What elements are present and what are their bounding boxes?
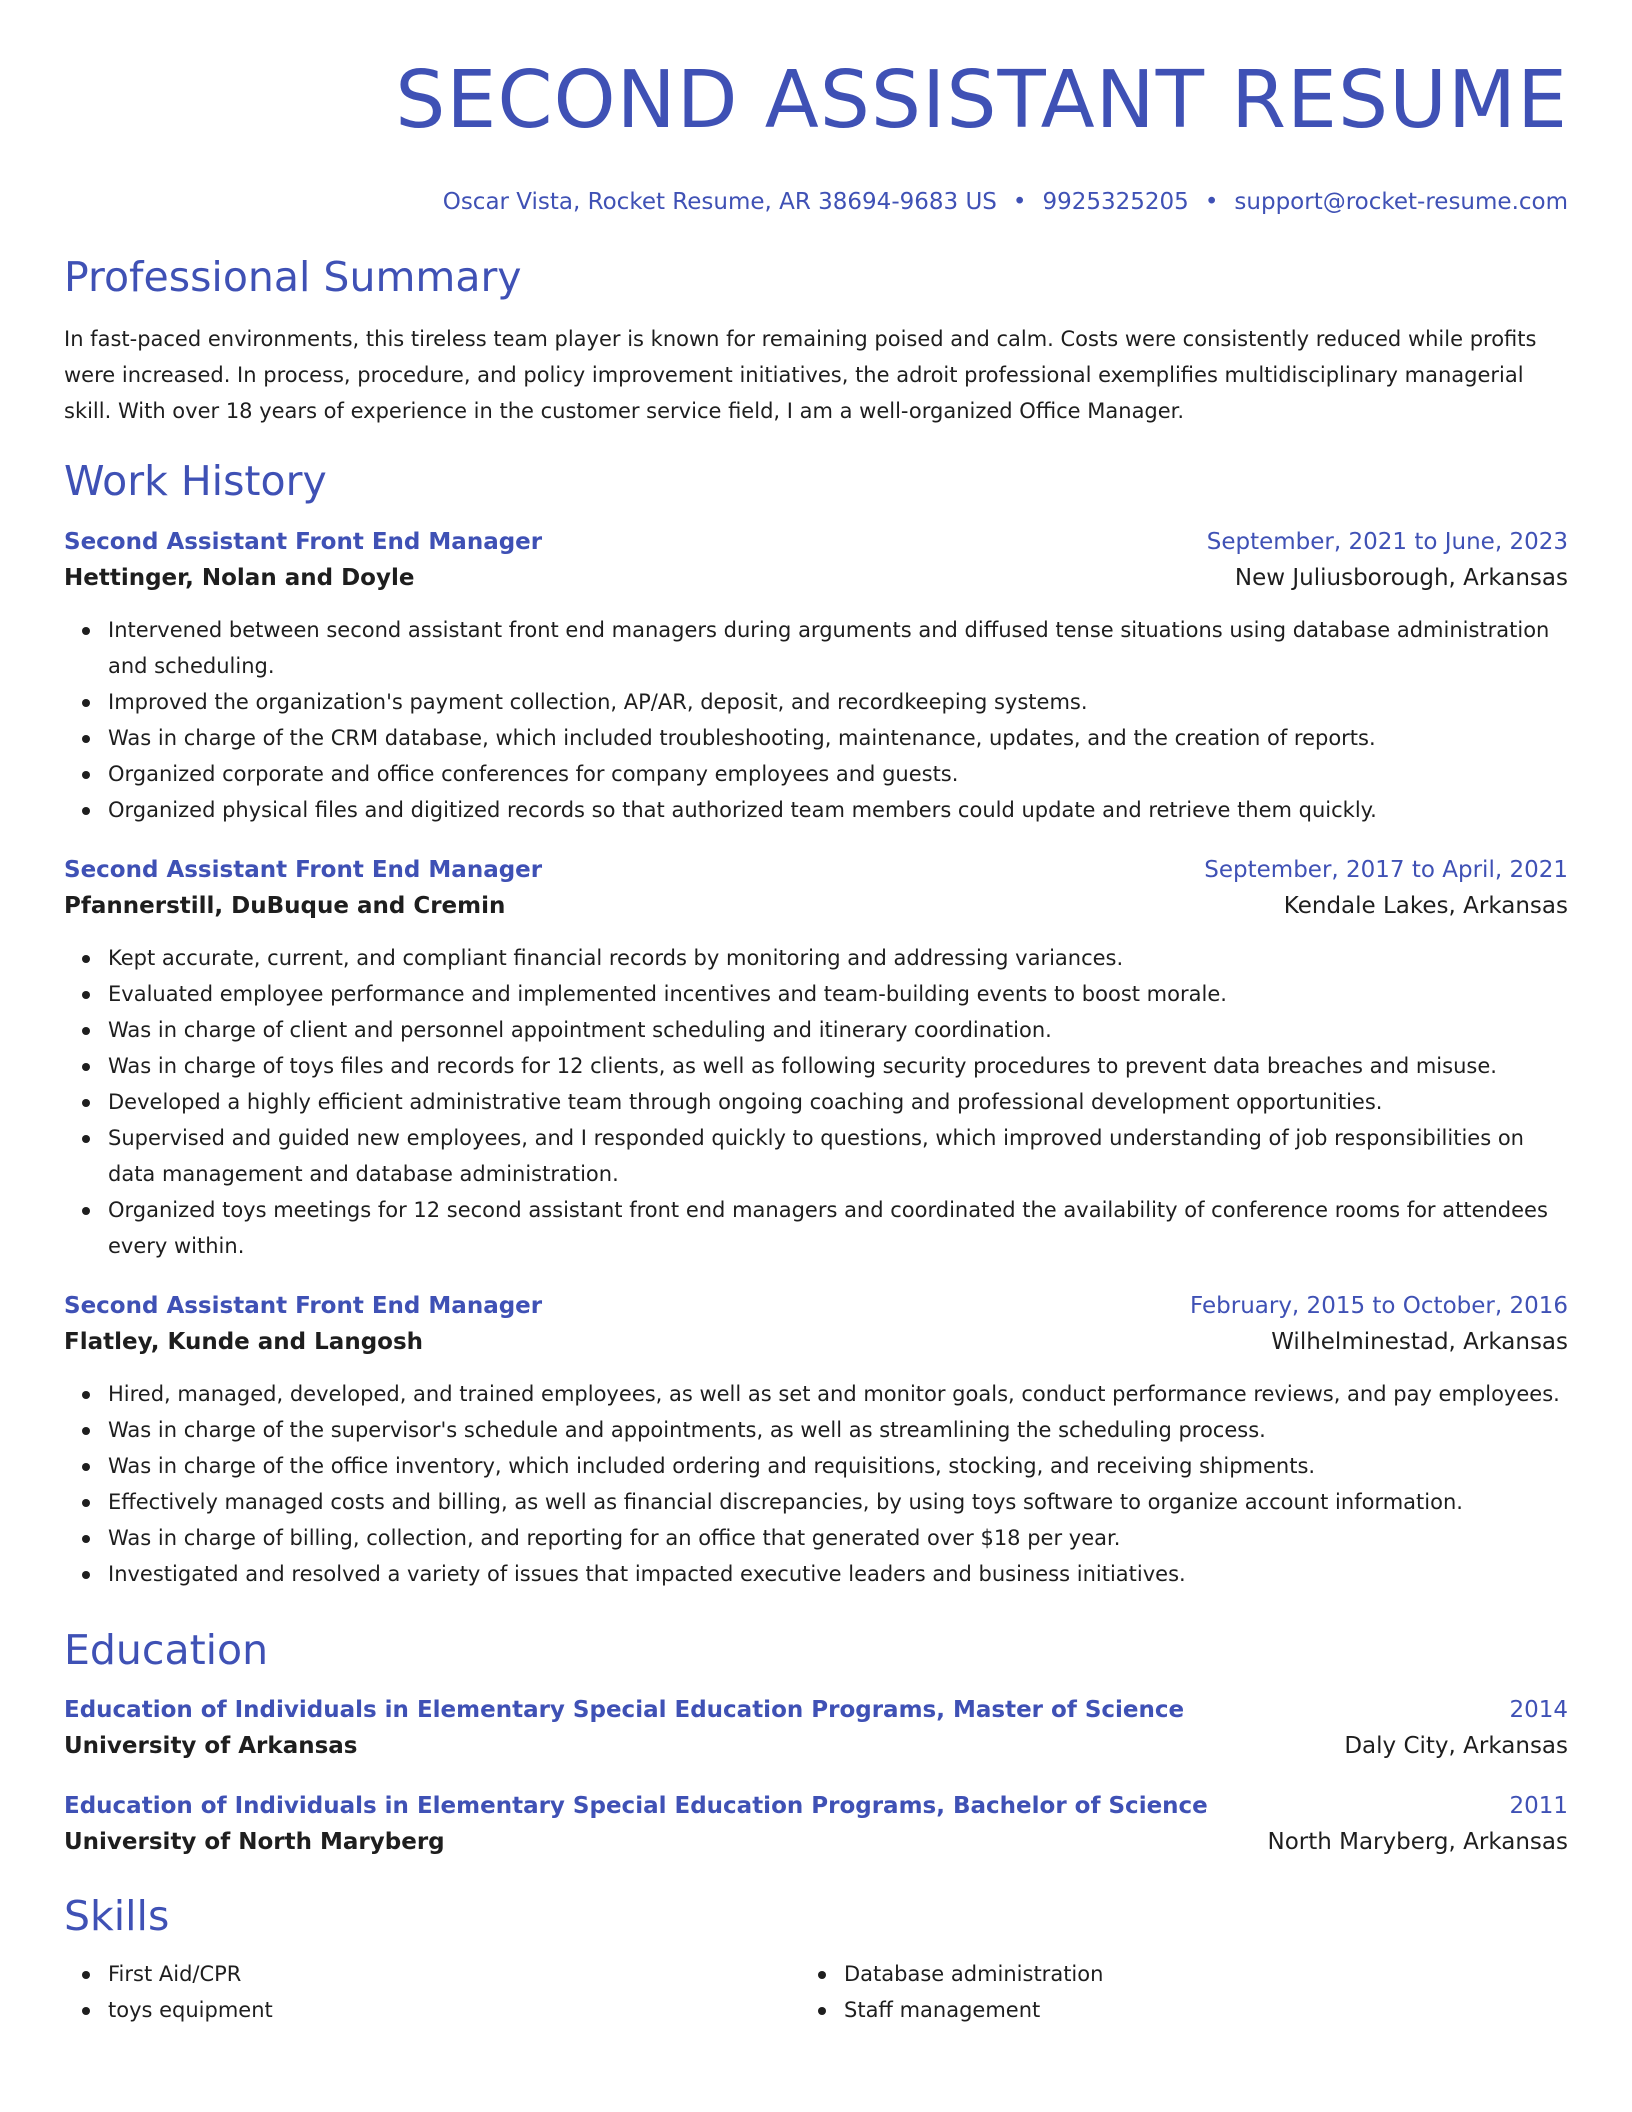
job-company: Flatley, Kunde and Langosh <box>64 1329 424 1355</box>
school-name: University of Arkansas <box>64 1733 358 1759</box>
degree-title: Education of Individuals in Elementary Special Education Programs, Master of Science <box>64 1697 1185 1723</box>
job-location: Wilhelminestad, Arkansas <box>1271 1329 1568 1355</box>
degree-year: 2014 <box>1509 1697 1568 1723</box>
contact-separator: • <box>1012 189 1027 215</box>
list-item: Organized toys meetings for 12 second assistant front end managers and coordinated the availability of conference rooms for attendees every within. <box>108 1192 1568 1264</box>
skills-column-left <box>64 1956 800 2028</box>
section-heading: Professional Summary <box>64 253 522 301</box>
list-item: Was in charge of the office inventory, which included ordering and requisitions, stocking, and receiving shipments. <box>108 1448 1568 1484</box>
job-location: Kendale Lakes, Arkansas <box>1283 893 1568 919</box>
list-item: Effectively managed costs and billing, as well as financial discrepancies, by using toys software to organize account information. <box>108 1484 1568 1520</box>
list-item: Investigated and resolved a variety of issues that impacted executive leaders and business initiatives. <box>108 1556 1568 1592</box>
list-item: Was in charge of the supervisor's schedule and appointments, as well as streamlining the scheduling process. <box>108 1412 1568 1448</box>
section-professional-summary <box>64 251 1568 429</box>
school-name: University of North Maryberg <box>64 1829 445 1855</box>
education-entry <box>64 1694 1568 1766</box>
section-work-history <box>64 455 1568 1592</box>
contact-separator: • <box>1204 189 1219 215</box>
section-heading: Education <box>64 1626 269 1674</box>
summary-text: In fast-paced environments, this tireless team player is known for remaining poised and calm. Costs were consistently reduced while profits were increased. In process, procedure, and policy improvement initiatives, the adroit professional exemplifies multidisciplinary managerial skill. With over 18 years of experience in the customer service field, I am a well-organized Office Manager. <box>64 327 1537 423</box>
job-bullets <box>64 940 1568 1264</box>
degree-title: Education of Individuals in Elementary Special Education Programs, Bachelor of Science <box>64 1793 1208 1819</box>
list-item: Supervised and guided new employees, and I responded quickly to questions, which improved understanding of job responsibilities on data management and database administration. <box>108 1120 1568 1192</box>
job-bullets <box>64 1376 1568 1592</box>
list-item: Was in charge of client and personnel appointment scheduling and itinerary coordination. <box>108 1012 1568 1048</box>
education-entry <box>64 1790 1568 1862</box>
skill-item: Database administration <box>844 1956 1536 1992</box>
list-item: Kept accurate, current, and compliant financial records by monitoring and addressing variances. <box>108 940 1568 976</box>
degree-year: 2011 <box>1509 1793 1568 1819</box>
job-dates: September, 2017 to April, 2021 <box>1204 857 1568 883</box>
contact-email[interactable]: support@rocket-resume.com <box>1234 189 1568 215</box>
job-title: Second Assistant Front End Manager <box>64 857 543 883</box>
list-item: Was in charge of toys files and records for 12 clients, as well as following security procedures to prevent data breaches and misuse. <box>108 1048 1568 1084</box>
section-education <box>64 1624 1568 1862</box>
resume-header <box>64 0 1568 217</box>
list-item: Hired, managed, developed, and trained employees, as well as set and monitor goals, conduct performance reviews, and pay employees. <box>108 1376 1568 1412</box>
contact-phone: 9925325205 <box>1042 189 1189 215</box>
contact-line <box>64 187 1568 217</box>
job-entry <box>64 854 1568 1264</box>
job-dates: February, 2015 to October, 2016 <box>1190 1293 1568 1319</box>
list-item: Evaluated employee performance and implemented incentives and team-building events to boost morale. <box>108 976 1568 1012</box>
list-item: Was in charge of the CRM database, which included troubleshooting, maintenance, updates, and the creation of reports. <box>108 720 1568 756</box>
list-item: Developed a highly efficient administrative team through ongoing coaching and professional development opportunities. <box>108 1084 1568 1120</box>
job-entry <box>64 526 1568 828</box>
section-heading: Work History <box>64 457 327 505</box>
job-location: New Juliusborough, Arkansas <box>1234 565 1568 591</box>
section-heading: Skills <box>64 1892 170 1940</box>
skill-item: toys equipment <box>108 1992 800 2028</box>
list-item: Was in charge of billing, collection, and reporting for an office that generated over $18 per year. <box>108 1520 1568 1556</box>
job-title: Second Assistant Front End Manager <box>64 529 543 555</box>
skills-column-right <box>800 1956 1536 2028</box>
list-item: Intervened between second assistant front end managers during arguments and diffused tense situations using database administration and scheduling. <box>108 612 1568 684</box>
skills-grid <box>64 1956 1568 2028</box>
list-item: Organized physical files and digitized records so that authorized team members could update and retrieve them quickly. <box>108 792 1568 828</box>
job-bullets <box>64 612 1568 828</box>
job-title: Second Assistant Front End Manager <box>64 1293 543 1319</box>
job-company: Pfannerstill, DuBuque and Cremin <box>64 893 506 919</box>
skill-item: First Aid/CPR <box>108 1956 800 1992</box>
document-title: SECOND ASSISTANT RESUME <box>395 54 1568 146</box>
section-skills <box>64 1890 1568 2028</box>
school-location: North Maryberg, Arkansas <box>1267 1829 1568 1855</box>
contact-address: Oscar Vista, Rocket Resume, AR 38694-9683 US <box>442 189 997 215</box>
job-dates: September, 2021 to June, 2023 <box>1206 529 1568 555</box>
job-company: Hettinger, Nolan and Doyle <box>64 565 415 591</box>
list-item: Organized corporate and office conferences for company employees and guests. <box>108 756 1568 792</box>
skill-item: Staff management <box>844 1992 1536 2028</box>
school-location: Daly City, Arkansas <box>1344 1733 1568 1759</box>
job-entry <box>64 1290 1568 1592</box>
list-item: Improved the organization's payment collection, AP/AR, deposit, and recordkeeping systems. <box>108 684 1568 720</box>
